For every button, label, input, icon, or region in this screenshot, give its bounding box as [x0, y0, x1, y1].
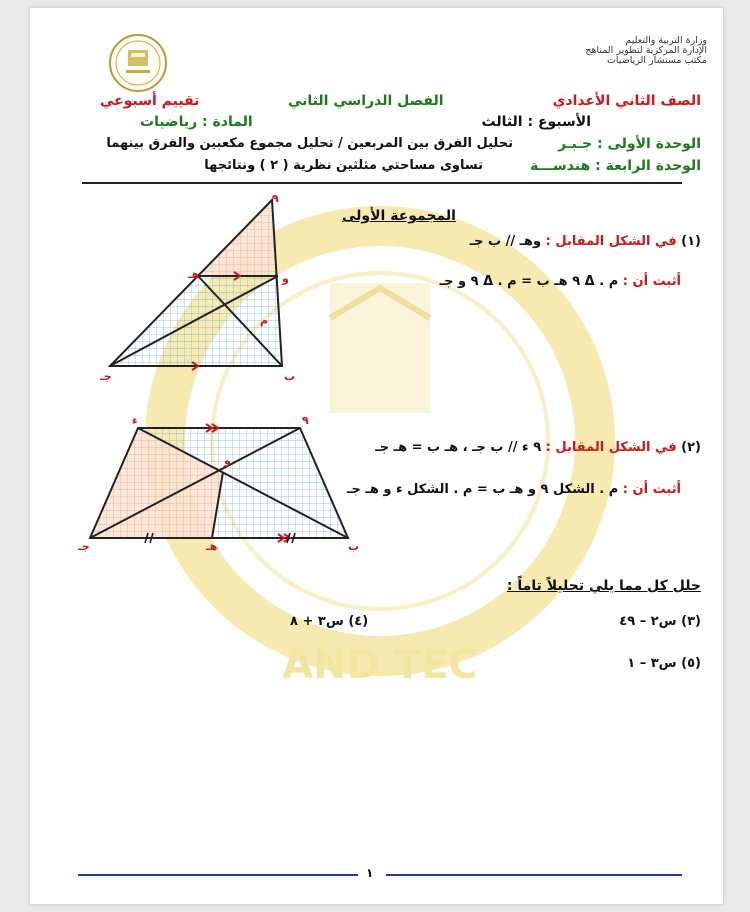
factor-item-3-expr: س٢ – ٤٩ — [619, 614, 677, 629]
question-2-prove — [347, 482, 681, 497]
week-label: الأسبوع : الثالث — [481, 114, 591, 130]
factor-item-3 — [619, 614, 701, 629]
question-2-given — [375, 440, 701, 455]
unit4-topic: تساوى مساحتي مثلثين نظرية ( ٢ ) ونتائجها — [204, 158, 483, 173]
figure-2-trapezoid — [78, 412, 364, 552]
figure-2-label-b: ب — [348, 540, 360, 552]
figure-2-label-w: و — [224, 454, 231, 467]
ministry-logo — [108, 32, 168, 94]
question-1-prove-text: م . Δ ٩ هـ ب = م . Δ ٩ و جـ — [439, 274, 619, 289]
assessment-label: تقييم أسبوعي — [100, 93, 200, 109]
figure-1-label-h: هـ — [188, 268, 200, 281]
question-1-given-label: في الشكل المقابل : — [545, 234, 677, 249]
figure-2-label-d: ء — [132, 414, 138, 427]
ministry-line-2: الإدارة المركزية لتطوير المناهج — [585, 45, 707, 56]
figure-1-label-a: ٩ — [272, 194, 279, 205]
factor-item-5-expr: س٣ – ١ — [627, 656, 677, 671]
question-1-given-text: وهـ // ب جـ — [469, 234, 542, 249]
figure-1-triangle — [100, 194, 300, 394]
factor-item-5 — [627, 656, 701, 671]
footer-line-right — [386, 874, 682, 876]
factor-item-5-number: (٥) — [681, 656, 701, 671]
factor-item-4 — [290, 614, 368, 629]
ministry-line-1: وزارة التربية والتعليم — [625, 35, 707, 46]
question-1-number: (١) — [681, 234, 701, 249]
figure-1-label-b: ب — [284, 370, 296, 383]
unit4-label: الوحدة الرابعة : هندســـة — [530, 158, 701, 174]
group-title: المجموعة الأولى — [342, 208, 456, 224]
factor-item-3-number: (٣) — [681, 614, 701, 629]
unit1-label: الوحدة الأولى : جـبـر — [558, 136, 701, 152]
figure-2-label-a: ٩ — [302, 414, 309, 427]
worksheet-page — [30, 8, 723, 904]
question-1-given — [470, 234, 701, 249]
figure-1-label-w: و — [282, 272, 289, 285]
question-1-prove-label: أثبت أن : — [622, 274, 681, 289]
ministry-line-3: مكتب مستشار الرياضيات — [606, 55, 707, 66]
figure-2-label-h: هـ — [206, 540, 218, 552]
watermark-text: AND TEC — [282, 642, 478, 688]
figure-1-label-c: جـ — [100, 370, 112, 383]
term-label: الفصل الدراسي الثاني — [288, 93, 444, 109]
subject-label: المادة : رياضيات — [140, 114, 253, 130]
question-2-number: (٢) — [681, 440, 701, 455]
header-divider — [82, 182, 682, 184]
question-2-prove-label: أثبت أن : — [622, 482, 681, 497]
factor-item-4-number: (٤) — [348, 614, 369, 629]
question-2-given-text: ٩ ء // ب جـ ، هـ ب = هـ جـ — [375, 440, 542, 455]
footer-line-left — [78, 874, 358, 876]
unit1-topics: تحليل الفرق بين المربعين / تحليل مجموع مكعبين والفرق بينهما — [106, 136, 513, 151]
factor-title: حلل كل مما يلي تحليلاً تاماً : — [506, 578, 701, 594]
figure-2-label-c: جـ — [78, 540, 90, 552]
page-number: ١ — [366, 866, 374, 880]
question-2-given-label: في الشكل المقابل : — [545, 440, 677, 455]
grade-label: الصف الثاني الأعدادي — [552, 93, 701, 109]
question-1-prove — [440, 274, 681, 289]
ministry-header — [585, 36, 707, 66]
figure-1-label-m: م — [260, 314, 269, 327]
factor-item-4-expr: س٣ + ٨ — [290, 614, 344, 629]
question-2-prove-text: م . الشكل ٩ و هـ ب = م . الشكل ء و هـ جـ — [347, 482, 619, 497]
